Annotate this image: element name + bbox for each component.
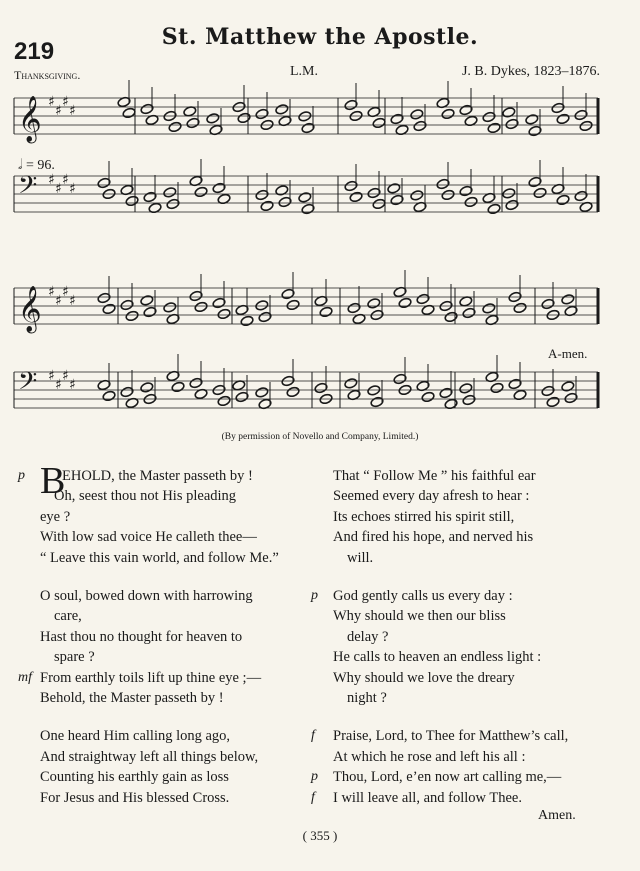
line-text: EHOLD, the Master passeth by ! bbox=[62, 468, 253, 484]
half-note bbox=[579, 120, 593, 132]
half-note bbox=[140, 382, 154, 394]
half-note bbox=[102, 390, 116, 402]
half-note bbox=[298, 192, 312, 204]
right-verse-line bbox=[333, 606, 568, 626]
line-text: God gently calls us every day : bbox=[333, 588, 513, 605]
line-text: Behold, the Master passeth by ! bbox=[40, 690, 224, 707]
treble-clef-icon: 𝄞 bbox=[18, 286, 42, 332]
verses-right-column bbox=[311, 466, 569, 826]
line-text: I will leave all, and follow Thee. bbox=[333, 789, 522, 806]
half-note bbox=[490, 382, 504, 394]
music-score bbox=[0, 0, 640, 430]
half-note bbox=[441, 108, 455, 120]
sharp-icon: ♯ bbox=[48, 368, 55, 384]
half-note bbox=[398, 297, 412, 309]
dynamic-marking: p bbox=[311, 588, 318, 604]
line-text: “ Leave this vain world, and follow Me.” bbox=[40, 549, 279, 566]
dynamic-marking: p bbox=[18, 468, 25, 483]
line-text: That “ Follow Me ” his faithful ear bbox=[333, 468, 536, 484]
half-note bbox=[372, 117, 386, 129]
line-text: One heard Him calling long ago, bbox=[40, 728, 231, 745]
half-note bbox=[168, 121, 182, 133]
half-note bbox=[349, 191, 363, 203]
right-verse-line bbox=[333, 688, 568, 708]
half-note bbox=[421, 391, 435, 403]
right-verse-line bbox=[311, 726, 569, 746]
left-verse-line bbox=[40, 586, 279, 606]
left-verse-line bbox=[18, 466, 279, 486]
half-note bbox=[410, 109, 424, 121]
left-verse-line bbox=[40, 548, 279, 568]
sharp-icon: ♯ bbox=[55, 103, 62, 119]
sharp-icon: ♯ bbox=[69, 377, 76, 393]
left-verse-line bbox=[40, 726, 279, 746]
line-text: Its echoes stirred his spirit still, bbox=[333, 508, 515, 525]
sharp-icon: ♯ bbox=[48, 94, 55, 110]
half-note bbox=[561, 294, 575, 306]
right-verse-line bbox=[333, 548, 568, 568]
half-note bbox=[441, 189, 455, 201]
tune-name: Thanksgiving. bbox=[14, 68, 81, 82]
line-text: will. bbox=[347, 549, 374, 566]
half-note bbox=[122, 107, 136, 119]
tempo-marking: 𝅗𝅥 = 96. bbox=[18, 158, 55, 173]
treble-clef-icon: 𝄞 bbox=[18, 96, 42, 142]
line-text: Seemed every day afresh to hear : bbox=[333, 488, 530, 505]
half-note bbox=[125, 310, 139, 322]
line-text: O soul, bowed down with harrowing bbox=[40, 588, 253, 605]
right-verse-line bbox=[311, 788, 568, 808]
line-text: Praise, Lord, to Thee for Matthew’s call, bbox=[333, 728, 569, 745]
sharp-icon: ♯ bbox=[55, 377, 62, 393]
half-note bbox=[163, 187, 177, 199]
half-note bbox=[525, 114, 539, 126]
hymn-title: St. Matthew the Apostle. bbox=[161, 24, 479, 50]
line-text: And fired his hope, and nerved his bbox=[333, 529, 534, 546]
sharp-icon: ♯ bbox=[69, 293, 76, 309]
sharp-icon: ♯ bbox=[48, 172, 55, 188]
sharp-icon: ♯ bbox=[62, 172, 69, 188]
line-text: night ? bbox=[347, 690, 387, 707]
half-note bbox=[255, 300, 269, 312]
line-text: eye ? bbox=[40, 508, 71, 525]
sharp-icon: ♯ bbox=[62, 368, 69, 384]
sharp-icon: ♯ bbox=[55, 181, 62, 197]
half-note bbox=[255, 387, 269, 399]
half-note bbox=[502, 188, 516, 200]
line-text: Why should we then our bliss bbox=[333, 608, 506, 625]
line-text: delay ? bbox=[347, 628, 389, 645]
half-note bbox=[319, 306, 333, 318]
line-text: He calls to heaven an endless light : bbox=[333, 649, 542, 666]
half-note bbox=[482, 303, 496, 315]
left-verse-line bbox=[40, 767, 279, 787]
right-verse-line bbox=[333, 668, 568, 688]
half-note bbox=[217, 395, 231, 407]
half-note bbox=[387, 183, 401, 195]
amen-label: A-men. bbox=[548, 346, 588, 361]
bass-clef-icon: 𝄢 bbox=[18, 367, 38, 402]
half-note bbox=[561, 381, 575, 393]
line-text: For Jesus and His blessed Cross. bbox=[40, 789, 230, 806]
half-note bbox=[502, 107, 516, 119]
left-verse-line bbox=[18, 668, 279, 688]
half-note bbox=[533, 187, 547, 199]
half-note bbox=[217, 308, 231, 320]
left-verse-line bbox=[40, 647, 279, 667]
line-text: care, bbox=[54, 608, 82, 625]
line-text: Oh, seest thou not His pleading bbox=[54, 488, 237, 505]
sharp-icon: ♯ bbox=[62, 284, 69, 300]
half-note bbox=[206, 113, 220, 125]
half-note bbox=[240, 315, 254, 327]
right-verse-line bbox=[311, 767, 568, 787]
half-note bbox=[171, 381, 185, 393]
line-text: And straightway left all things below, bbox=[40, 748, 259, 765]
half-note bbox=[444, 311, 458, 323]
half-note bbox=[275, 185, 289, 197]
meter: L.M. bbox=[290, 64, 318, 79]
half-note bbox=[546, 396, 560, 408]
left-verse-line bbox=[40, 486, 279, 506]
right-verse-line bbox=[333, 486, 568, 506]
half-note bbox=[125, 195, 139, 207]
line-text: Counting his earthly gain as loss bbox=[40, 769, 229, 786]
half-note bbox=[410, 190, 424, 202]
right-verse-line bbox=[333, 507, 568, 527]
half-note bbox=[487, 122, 501, 134]
right-verse-line bbox=[333, 647, 568, 667]
half-note bbox=[459, 383, 473, 395]
left-verse-line bbox=[40, 527, 279, 547]
half-note bbox=[513, 302, 527, 314]
sharp-icon: ♯ bbox=[69, 103, 76, 119]
left-verse-line bbox=[40, 747, 279, 767]
dynamic-marking: f bbox=[311, 728, 315, 744]
line-text: At which he rose and left his all : bbox=[333, 748, 526, 765]
half-note bbox=[372, 198, 386, 210]
verses-left-column bbox=[18, 466, 279, 826]
half-note bbox=[194, 301, 208, 313]
sharp-icon: ♯ bbox=[62, 94, 69, 110]
half-note bbox=[275, 104, 289, 116]
dynamic-marking: f bbox=[311, 789, 315, 805]
half-note bbox=[367, 298, 381, 310]
half-note bbox=[260, 200, 274, 212]
half-note bbox=[194, 186, 208, 198]
half-note bbox=[102, 303, 116, 315]
permission-note: (By permission of Novello and Company, Limited.) bbox=[221, 432, 419, 442]
half-note bbox=[344, 378, 358, 390]
half-note bbox=[286, 299, 300, 311]
line-text: Thou, Lord, e’en now art calling me,— bbox=[333, 769, 562, 786]
composer: J. B. Dykes, 1823–1876. bbox=[461, 64, 600, 79]
left-verse-line bbox=[40, 507, 279, 527]
line-text: With low sad voice He calleth thee— bbox=[40, 529, 257, 546]
line-text: spare ? bbox=[54, 649, 95, 666]
left-verse-line bbox=[40, 688, 279, 708]
right-verse-line bbox=[333, 747, 568, 767]
line-text: Why should we love the dreary bbox=[333, 669, 515, 686]
half-note bbox=[487, 203, 501, 215]
half-note bbox=[140, 295, 154, 307]
half-note bbox=[464, 196, 478, 208]
line-text: Hast thou no thought for heaven to bbox=[40, 628, 243, 645]
half-note bbox=[556, 194, 570, 206]
sharp-icon: ♯ bbox=[69, 181, 76, 197]
right-verse-line bbox=[333, 466, 568, 486]
line-text: From earthly toils lift up thine eye ;— bbox=[40, 669, 262, 686]
drop-cap: B bbox=[40, 460, 66, 502]
left-verse-line bbox=[40, 788, 279, 808]
left-verse-line bbox=[40, 627, 279, 647]
page-number: ( 355 ) bbox=[302, 828, 338, 843]
final-amen: Amen. bbox=[538, 808, 576, 823]
dynamic-marking: mf bbox=[18, 669, 32, 685]
right-verse-line bbox=[333, 527, 568, 547]
sharp-icon: ♯ bbox=[48, 284, 55, 300]
hymn-number: 219 bbox=[14, 38, 55, 65]
bass-clef-icon: 𝄢 bbox=[18, 171, 38, 206]
sharp-icon: ♯ bbox=[55, 293, 62, 309]
left-verse-line bbox=[40, 606, 279, 626]
right-verse-line bbox=[311, 586, 568, 606]
right-verse-line bbox=[333, 627, 568, 647]
half-note bbox=[163, 302, 177, 314]
half-note bbox=[556, 113, 570, 125]
half-note bbox=[286, 386, 300, 398]
half-note bbox=[237, 112, 251, 124]
dynamic-marking: p bbox=[311, 769, 318, 785]
